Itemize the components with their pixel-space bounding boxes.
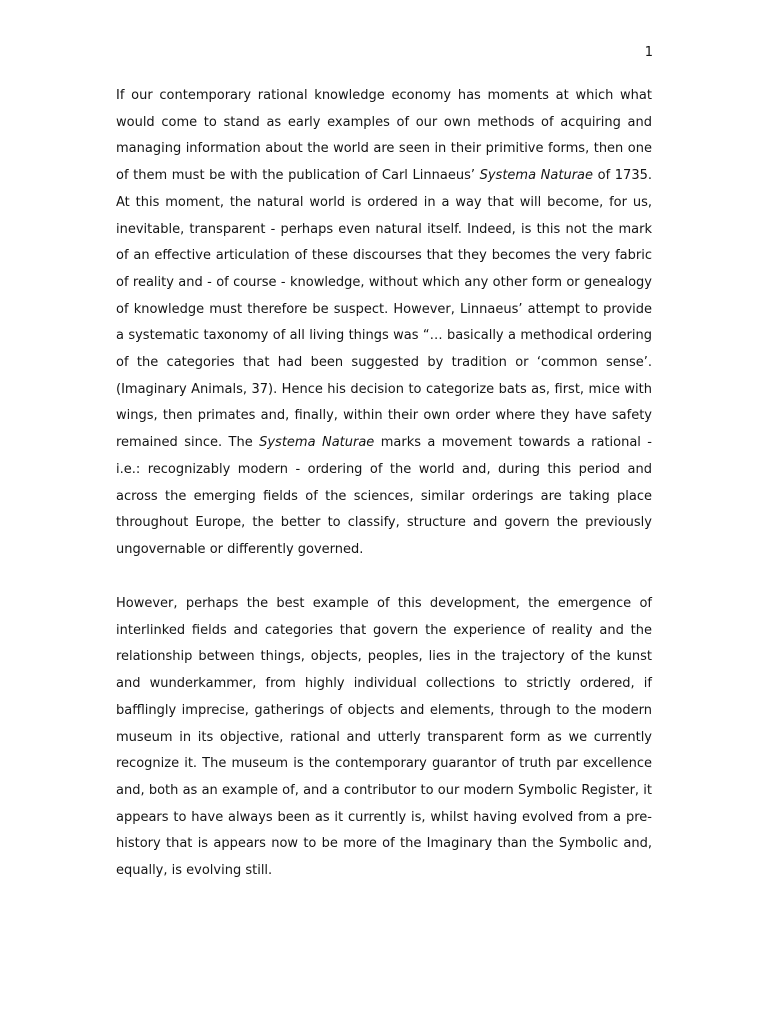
- paragraph-1-text-c: marks a movement towards a rational - i.e.: recognizably modern - ordering of the world and, during this period and across the emerging fields of the sciences, similar orderings are taking place throughout Europe, the better to classify, structure and govern the previously ungovernable or differently governed.: [116, 435, 652, 557]
- paragraph-2: [116, 591, 652, 885]
- book-title-systema-naturae: Systema Naturae: [479, 168, 594, 184]
- paragraph-1-text-a: If our contemporary rational knowledge economy has moments at which what would come to stand as early examples of our own methods of acquiring and managing information about the world are seen in their primitive forms, then one of them must be with the publication of Carl Linnaeus’: [116, 88, 652, 184]
- paragraph-1-text-b: of 1735. At this moment, the natural world is ordered in a way that will become, for us, inevitable, transparent - perhaps even natural itself. Indeed, is this not the mark of an effective articulation of these discourses that they becomes the very fabric of reality and - of course - knowledge, without which any other form or genealogy of knowledge must therefore be suspect. However, Linnaeus’ attempt to provide a systematic taxonomy of all living things was “… basically a methodical ordering of the categories that had been suggested by tradition or ‘common sense’. (Imaginary Animals, 37). Hence his decision to categorize bats as, first, mice with wings, then primates and, finally, within their own order where they have safety remained since. The: [116, 168, 652, 451]
- paragraph-2-text: However, perhaps the best example of this development, the emergence of interlinked fields and categories that govern the experience of reality and the relationship between things, objects, peoples, lies in the trajectory of the kunst and wunderkammer, from highly individual collections to strictly ordered, if bafflingly imprecise, gatherings of objects and elements, through to the modern museum in its objective, rational and utterly transparent form as we currently recognize it. The museum is the contemporary guarantor of truth par excellence and, both as an example of, and a contributor to our modern Symbolic Register, it appears to have always been as it currently is, whilst having evolved from a pre-history that is appears now to be more of the Imaginary than the Symbolic and, equally, is evolving still.: [116, 596, 652, 879]
- book-title-systema-naturae-2: Systema Naturae: [259, 435, 375, 451]
- paragraph-1: [116, 83, 652, 564]
- page-number: 1: [644, 45, 653, 60]
